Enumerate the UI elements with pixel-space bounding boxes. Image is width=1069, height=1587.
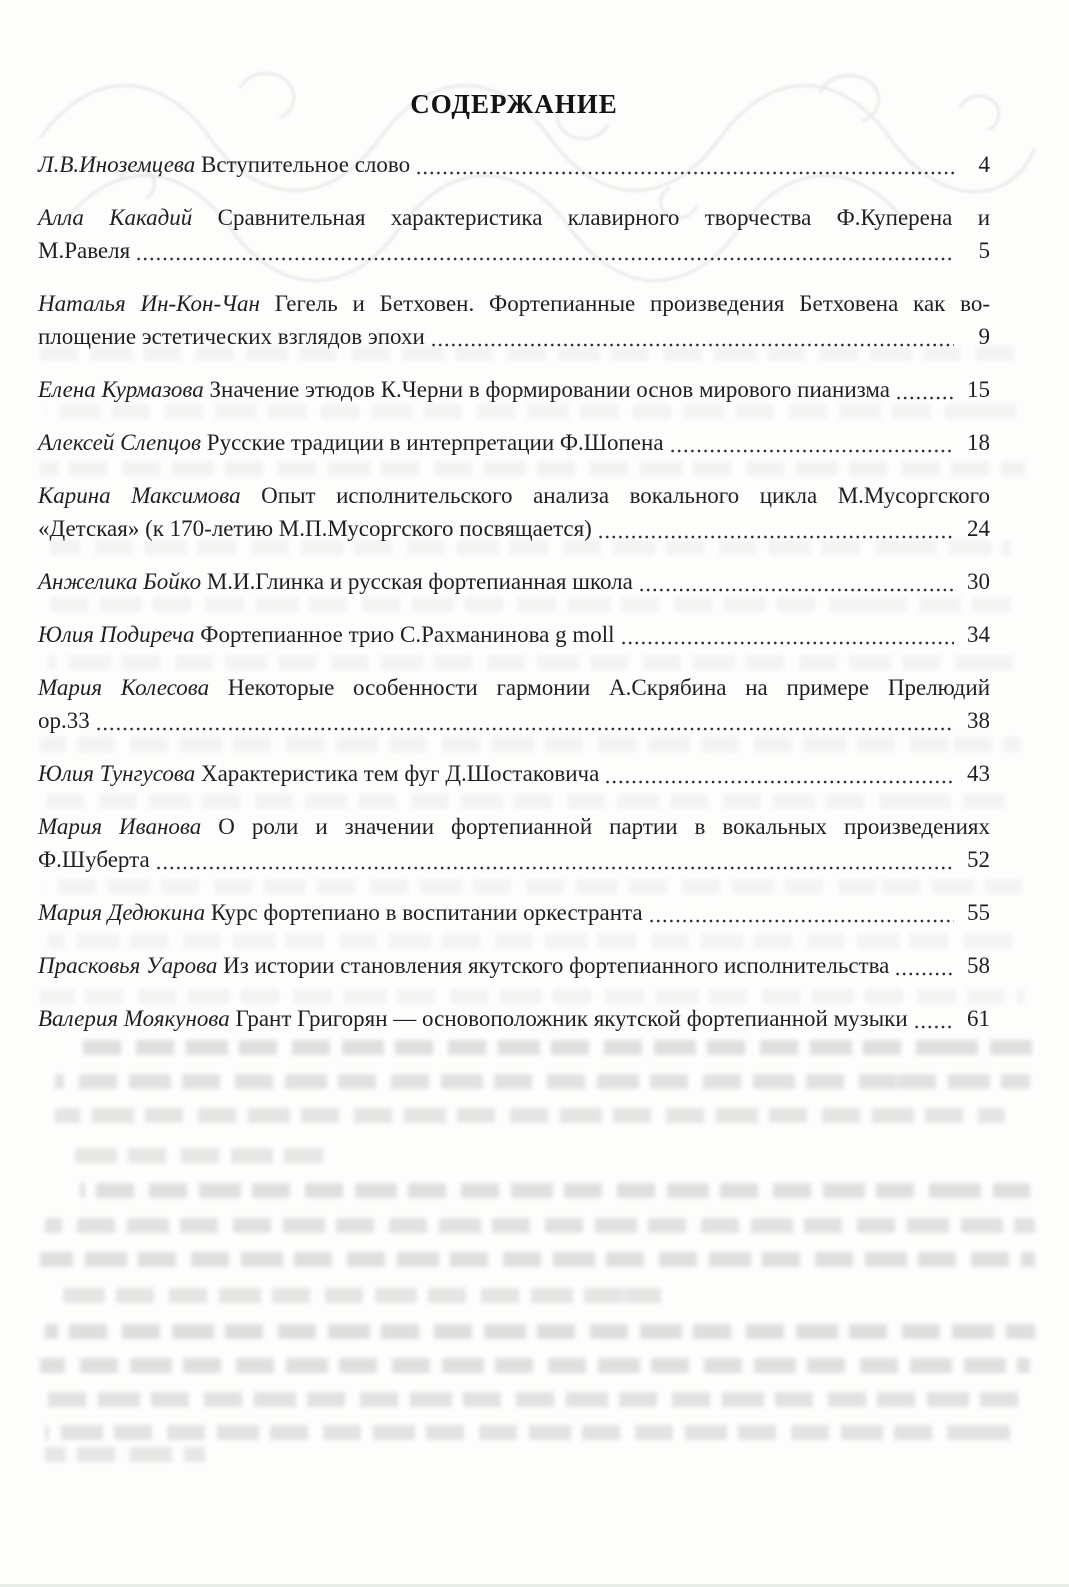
ghost-text-line [45,1218,1035,1233]
toc-entry-line [38,287,990,320]
toc-entry-author: Алла Какадий [38,205,193,230]
toc-entry-title-text: Русские традиции в интерпретации Ф.Шопена [206,430,664,455]
dot-leader [671,448,954,454]
toc-entry-text [38,426,664,459]
toc-entry-title-text: ор.33 [38,708,90,733]
toc-entry-author: Юлия Подиреча [38,622,195,647]
toc-entry-text [38,512,592,545]
toc-entry-page-number: 55 [967,900,990,925]
toc-entry-title-text: Некоторые особенности гармонии А.Скрябина на примере Прелюдий [227,675,990,700]
toc-entry-line [38,512,990,545]
toc-entry-text [38,205,990,230]
toc-entry-text [38,320,425,353]
toc-entry-title-text: Грант Григорян — основоположник якутской фортепианной музыки [235,1006,908,1031]
dot-leader [915,1024,954,1030]
toc-entry-line [38,479,990,512]
toc-entry [38,373,990,406]
ghost-text-line [45,1324,1035,1339]
toc-entry-author: Алексей Слепцов [38,430,202,455]
toc-entry-author: Прасковья Уарова [38,953,218,978]
toc-entry-text [38,757,599,790]
toc-entry-title-text: Фортепианное трио С.Рахманинова g moll [200,622,615,647]
toc-entry-line [38,201,990,234]
toc-entry-title-text: Сравнительная характеристика клавирного творчества Ф.Куперена и [217,205,991,230]
ghost-text-line [45,1392,1030,1407]
toc-entry-page-number: 24 [967,516,990,541]
toc-entry [38,148,990,181]
dot-leader [157,865,954,871]
ghost-text-line [55,1108,1005,1123]
toc-entry [38,671,990,737]
toc-entry-title-text: «Детская» (к 170-летию М.П.Мусоргского посвящается) [38,516,592,541]
toc-entry-text [38,483,990,508]
toc-entry-text [38,234,130,267]
toc-entry-author: Валерия Моякунова [38,1006,230,1031]
toc-content [38,0,990,1055]
dot-leader [599,534,954,540]
toc-entry [38,1002,990,1035]
toc-entry [38,565,990,598]
toc-entry-line [38,704,990,737]
dot-leader [622,640,954,646]
toc-entry [38,949,990,982]
toc-entry-text [38,675,990,700]
toc-entry-text [38,843,150,876]
toc-entry-author: Л.В.Иноземцева [38,152,196,177]
toc-entry [38,810,990,876]
toc-entry-page-number: 34 [967,622,990,647]
toc-entry-page-number: 38 [967,708,990,733]
toc-entry-author: Мария Колесова [38,675,210,700]
toc-entry-title-text: Вступительное слово [201,152,411,177]
toc-entry [38,757,990,790]
toc-entry [38,618,990,651]
toc-entry-text [38,373,890,406]
dot-leader [606,779,954,785]
toc-list [38,148,990,1035]
toc-entry-line [38,671,990,704]
toc-entry-page-number: 18 [967,430,990,455]
toc-entry-title-text: Гегель и Бетховен. Фортепианные произведения Бетховена как во- [274,291,990,316]
toc-entry [38,896,990,929]
toc-entry-page-number: 30 [967,569,990,594]
dot-leader [137,256,954,262]
dot-leader [640,587,954,593]
dot-leader [97,726,954,732]
toc-entry-line [38,148,990,181]
dot-leader [650,918,954,924]
dot-leader [896,971,954,977]
toc-entry-line [38,320,990,353]
ghost-text-line [40,1358,1030,1373]
dot-leader [432,342,954,348]
toc-entry-line [38,426,990,459]
toc-entry-line [38,896,990,929]
toc-entry-line [38,757,990,790]
toc-entry-text [38,565,633,598]
ghost-text-line [80,1183,1030,1198]
toc-entry-text [38,618,615,651]
toc-entry-line [38,234,990,267]
toc-entry-line [38,618,990,651]
ghost-text-line [55,1288,665,1303]
dot-leader [897,395,954,401]
toc-entry-text [38,291,990,316]
toc-entry-line [38,949,990,982]
ghost-text-line [40,1252,1035,1267]
toc-entry-title-text: М.И.Глинка и русская фортепианная школа [206,569,633,594]
toc-entry-page-number: 61 [967,1006,990,1031]
toc-entry-page-number: 58 [967,953,990,978]
toc-entry-line [38,373,990,406]
toc-entry [38,426,990,459]
toc-entry-text [38,896,643,929]
toc-entry-line [38,565,990,598]
ghost-text-line [45,1425,1010,1440]
toc-entry-author: Юлия Тунгусова [38,761,196,786]
toc-entry-line [38,1002,990,1035]
toc-entry-text [38,949,889,982]
toc-entry-page-number: 9 [978,324,990,349]
toc-entry [38,201,990,267]
toc-entry-title-text: О роли и значении фортепианной партии в вокальных произведениях [218,814,991,839]
toc-entry-title-text: Из истории становления якутского фортепианного исполнительства [223,953,890,978]
toc-entry-page-number: 5 [978,238,990,263]
toc-entry-text [38,814,990,839]
ghost-text-line [45,1447,205,1462]
toc-entry-page-number: 4 [978,152,990,177]
toc-entry-author: Елена Курмазова [38,377,204,402]
toc-entry-title-text: Опыт исполнительского анализа вокального цикла М.Мусоргского [261,483,990,508]
toc-entry [38,479,990,545]
toc-entry-page-number: 43 [967,761,990,786]
toc-entry-title-text: Характеристика тем фуг Д.Шостаковича [200,761,600,786]
toc-entry-line [38,843,990,876]
toc-entry-author: Мария Иванова [38,814,202,839]
toc-entry-page-number: 15 [967,377,990,402]
toc-entry [38,287,990,353]
toc-entry-author: Анжелика Бойко [38,569,202,594]
ghost-text-line [75,1148,335,1163]
toc-entry-title-text: Значение этюдов К.Черни в формировании основ мирового пианизма [209,377,890,402]
toc-title: СОДЕРЖАНИЕ [410,89,618,119]
dot-leader [417,170,954,176]
toc-entry-title-text: площение эстетических взглядов эпохи [38,324,425,349]
toc-entry-author: Наталья Ин-Кон-Чан [38,291,260,316]
toc-entry-title-text: М.Равеля [38,238,131,263]
toc-entry-text [38,704,90,737]
ghost-text-line [55,1074,1030,1089]
toc-entry-author: Карина Максимова [38,483,241,508]
toc-entry-line [38,810,990,843]
toc-entry-author: Мария Дедюкина [38,900,206,925]
toc-entry-title-text: Курс фортепиано в воспитании оркестранта [210,900,643,925]
toc-entry-title-text: Ф.Шуберта [38,847,150,872]
toc-entry-text [38,148,410,181]
toc-entry-text [38,1002,908,1035]
toc-entry-page-number: 52 [967,847,990,872]
